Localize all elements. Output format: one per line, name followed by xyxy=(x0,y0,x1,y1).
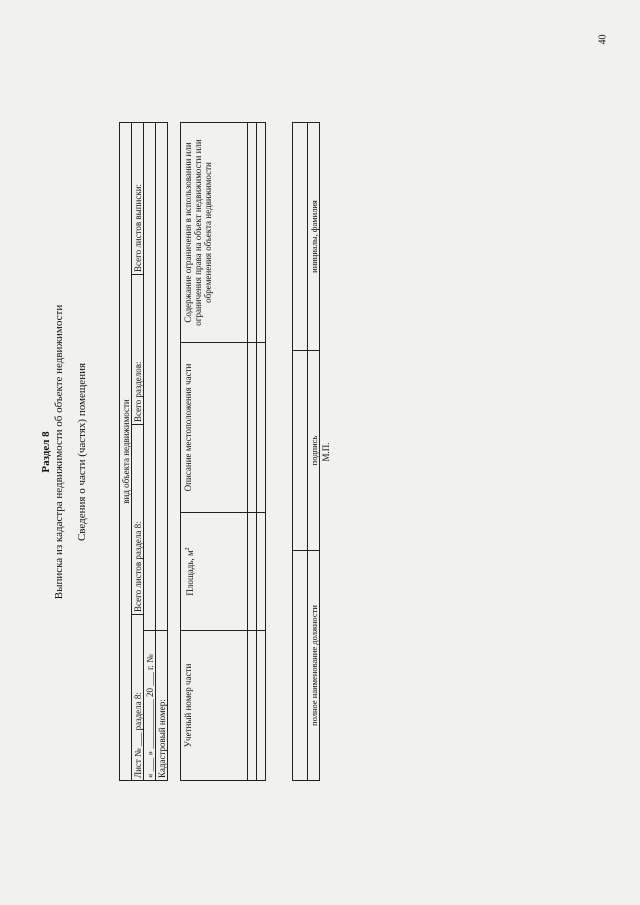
section-subtitle: Сведения о части (частях) помещения xyxy=(76,362,88,542)
col-area: Площадь, $м^2$ xyxy=(181,513,248,631)
table-row xyxy=(248,123,257,781)
table-row xyxy=(257,123,266,781)
section-heading xyxy=(40,123,89,781)
section-title: Выписка из кадастра недвижимости об объекте недвижимости xyxy=(53,304,65,600)
date-number-value xyxy=(144,122,156,630)
cadastral-number-label: Кадастровый номер: xyxy=(156,631,168,781)
cadastral-number-value xyxy=(156,122,168,630)
signature-table xyxy=(292,122,320,781)
total-sheets-extract-label: Всего листов выписки: xyxy=(132,122,144,274)
object-type-label: вид объекта недвижимости xyxy=(120,122,132,780)
name-label: инициалы, фамилия xyxy=(308,123,320,351)
total-sections-label: Всего разделов: xyxy=(132,275,144,425)
rotated-form xyxy=(40,123,600,781)
col-part-number: Учетный номер части xyxy=(181,631,248,781)
page-number: 40 xyxy=(597,34,609,45)
position-label: полное наименование должности xyxy=(308,551,320,781)
total-sheets-section-label: Всего листов раздела 8: xyxy=(132,425,144,615)
name-field xyxy=(293,123,308,351)
section-number: Раздел 8 xyxy=(40,431,52,473)
date-number-label: « ___ » ___________ 20 ___ г. № xyxy=(144,631,156,781)
col-location: Описание местоположения части xyxy=(181,343,248,513)
sign-label: подпись xyxy=(308,351,320,551)
stamp-label: М.П. xyxy=(321,442,331,462)
col-restrictions: Содержание ограничения в использовании или ограничения права на объект недвижимости или обременения объекта недвижимости xyxy=(181,123,248,343)
parts-table xyxy=(180,122,266,781)
sign-field xyxy=(293,351,308,551)
sheet-number-label: Лист № ___ раздела 8: xyxy=(132,615,144,781)
header-table xyxy=(119,122,168,781)
position-field xyxy=(293,551,308,781)
